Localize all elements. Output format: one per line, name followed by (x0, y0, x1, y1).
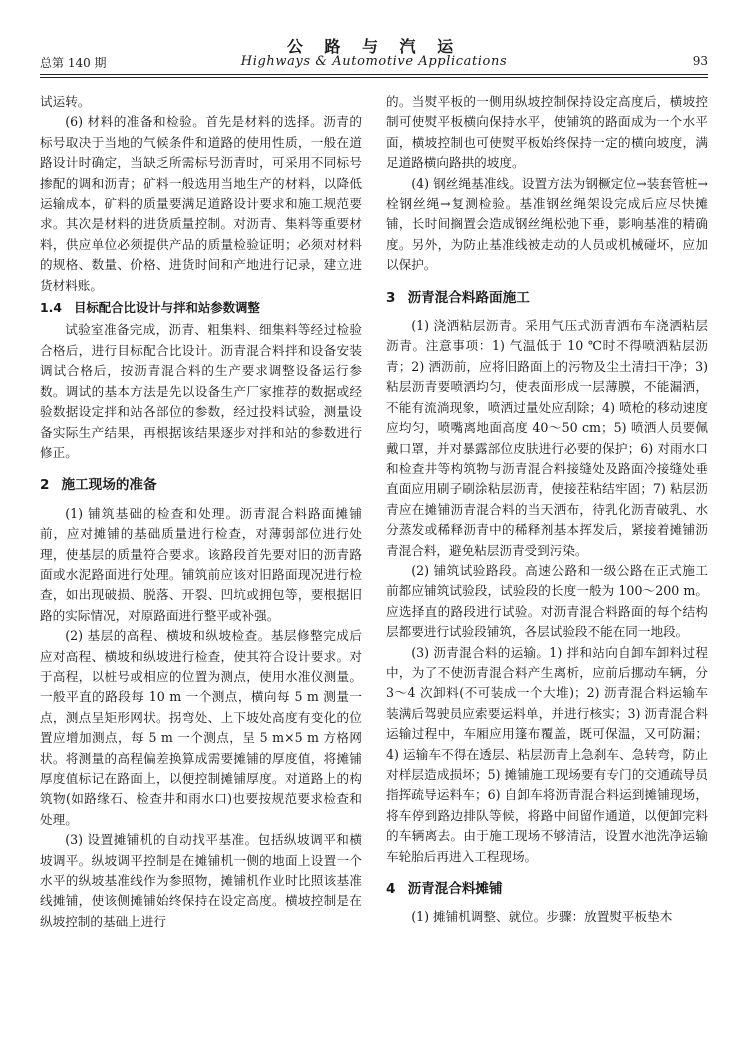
page-number: 93 (692, 54, 708, 68)
section-heading (386, 288, 708, 308)
paragraph: (2) 铺筑试验路段。高速公路和一级公路在正式施工前都应铺筑试验段，试验段的长度一般为 100～200 m。应选择直的路段进行试验。对沥青混合料路面的每个结构层都要进行试验段铺筑，各层试验段不能在同一地段。 (386, 562, 708, 640)
subsection-title: 目标配合比设计与拌和站参数调整 (73, 300, 260, 316)
subsection-number: 1.4 (40, 300, 62, 316)
section-number: 4 (386, 881, 396, 898)
right-column (386, 92, 708, 1022)
paragraph: (2) 基层的高程、横坡和纵坡检查。基层修整完成后应对高程、横坡和纵坡进行检查，使其符合设计要求。对于高程，以桩号或相应的位置为测点，使用水准仪测量。一般平直的路段每 10 m 一个测点，横向每 5 m 测量一点，测点呈矩形网状。拐弯处、上下坡处高度有变化的位置应增加测点，每 5 m 一个测点，呈 5 m×5 m 方格网状。将测量的高程偏差换算成需要摊铺的厚度值，将摊铺厚度值标记在路面上，以便控制摊铺厚度。对道路上的构筑物(如路缘石、检查井和雨水口)也要按规范要求检查和处理。 (40, 628, 362, 827)
paragraph: (4) 钢丝绳基准线。设置方法为钢橛定位→装套管桩→栓钢丝绳→复测检验。基准钢丝绳架设完成后应尽快摊铺，长时间搁置会造成钢丝绳松弛下垂，影响基准的精确度。另外，为防止基准线被走动的人员或机械碰坏，应加以保护。 (386, 175, 708, 273)
journal-title-en: Highways & Automotive Applications (240, 54, 508, 69)
header-rule-top (40, 74, 708, 75)
paragraph: 的。当熨平板的一侧用纵坡控制保持设定高度后，横坡控制可使熨平板横向保持水平，使铺筑的路面成为一个水平面，横坡控制也可使熨平板始终保持一定的横向坡度，满足道路横向路拱的坡度。 (386, 94, 708, 171)
paragraph: 试验室准备完成，沥青、粗集料、细集料等经过检验合格后，进行目标配合比设计。沥青混合料拌和设备安装调试合格后，按沥青混合料的生产要求调整设备运行参数。调试的基本方法是先以设备生产厂家推荐的数据或经验数据设定拌和站各部位的参数，经过投料试验，测量设备实际生产结果，再根据该结果逐步对拌和站的参数进行修正。 (40, 322, 362, 460)
paragraph: (3) 沥青混合料的运输。1) 拌和站向自卸车卸料过程中，为了不使沥青混合料产生离析，应前后挪动车辆，分 3～4 次卸料(不可装成一个大堆)；2) 沥青混合料运输车装满后驾驶员应索要运料单，并进行核实；3) 沥青混合料运输过程中，车厢应用篷布覆盖，既可保温，又可防漏；4) 运输车不得在透层、粘层沥青上急刹车、急转弯，防止对样层造成损坏；5) 摊铺施工现场要有专门的交通疏导员指挥疏导运料车；6) 自卸车将沥青混合料运到摊铺现场，将车停到路边排队等候，将路中间留作通道，以便卸完料的车辆离去。由于施工现场不够清洁，设置水池洗净运输车轮胎后再进入工程现场。 (386, 644, 708, 864)
section-title: 沥青混合料摊铺 (407, 881, 503, 898)
section-number: 2 (40, 477, 50, 494)
section-title: 施工现场的准备 (61, 477, 157, 494)
paragraph: (3) 设置摊铺机的自动找平基准。包括纵坡调平和横坡调平。纵坡调平控制是在摊铺机一侧的地面上设置一个水平的纵坡基准线作为参照物，摊铺机作业时比照该基准线摊铺，使该侧摊铺始终保持在设定高度。横坡控制是在纵坡控制的基础上进行 (40, 832, 362, 929)
section-title: 沥青混合料路面施工 (407, 289, 530, 306)
paragraph: 试运转。 (40, 94, 91, 109)
section-number: 3 (386, 289, 396, 306)
page-header (40, 32, 708, 72)
paragraph: (1) 摊铺机调整、就位。步骤：放置熨平板垫木 (411, 909, 673, 925)
left-column (40, 92, 362, 1022)
paragraph: (1) 铺筑基础的检查和处理。沥青混合料路面摊铺前，应对摊铺的基础质量进行检查，对薄弱部位进行处理，使基层的质量符合要求。该路段首先要对旧的沥青路面或水泥路面进行处理。铺筑前应该对旧路面现况进行检查，如出现破损、脱落、开裂、凹坑或拥包等，要根据旧路的实际情况，对原路面进行整平或补强。 (40, 505, 362, 623)
journal-title-cn: 公 路 与 汽 运 (286, 37, 462, 56)
section-heading (40, 475, 362, 495)
section-heading (386, 879, 708, 899)
issue-number: 总第 140 期 (40, 56, 107, 70)
subsection-heading (40, 298, 362, 318)
paragraph: (1) 浇洒粘层沥青。采用气压式沥青洒布车浇洒粘层沥青。注意事项：1) 气温低于 10 ℃时不得喷洒粘层沥青；2) 洒沥前，应将旧路面上的污物及尘土清扫干净；3) 粘层沥青要喷洒均匀，使表面形成一层薄膜，不能漏洒，不能有流淌现象，喷洒过量处应刮除；4) 喷枪的移动速度应均匀，喷嘴离地面高度 40～50 cm；5) 喷洒人员要佩戴口罩，并对暴露部位皮肤进行必要的保护；6) 对雨水口和检查井等构筑物与沥青混合料接缝处及路面冷接缝处垂直面应用刷子刷涂粘层沥青，使接茬粘结牢固；7) 粘层沥青应在摊铺沥青混合料的当天洒布，待乳化沥青破乳、水分蒸发或稀释沥青中的稀释剂基本挥发后，紧接着摊铺沥青混合料，避免粘层沥青受到污染。 (386, 318, 708, 558)
paragraph: (6) 材料的准备和检验。首先是材料的选择。沥青的标号取决于当地的气候条件和道路的使用性质，一般在道路设计时确定，当缺乏所需标号沥青时，可采用不同标号掺配的调和沥青；矿料一般选用当地生产的材料，以降低运输成本，矿料的质量要满足道路设计要求和施工规范要求。其次是材料的进货质量控制。对沥青、集料等重要材料，供应单位必须提供产品的质量检验证明；必须对材料的规格、数量、价格、进货时间和产地进行记录，建立进货材料账。 (40, 114, 362, 293)
header-rule-bottom (40, 77, 708, 78)
